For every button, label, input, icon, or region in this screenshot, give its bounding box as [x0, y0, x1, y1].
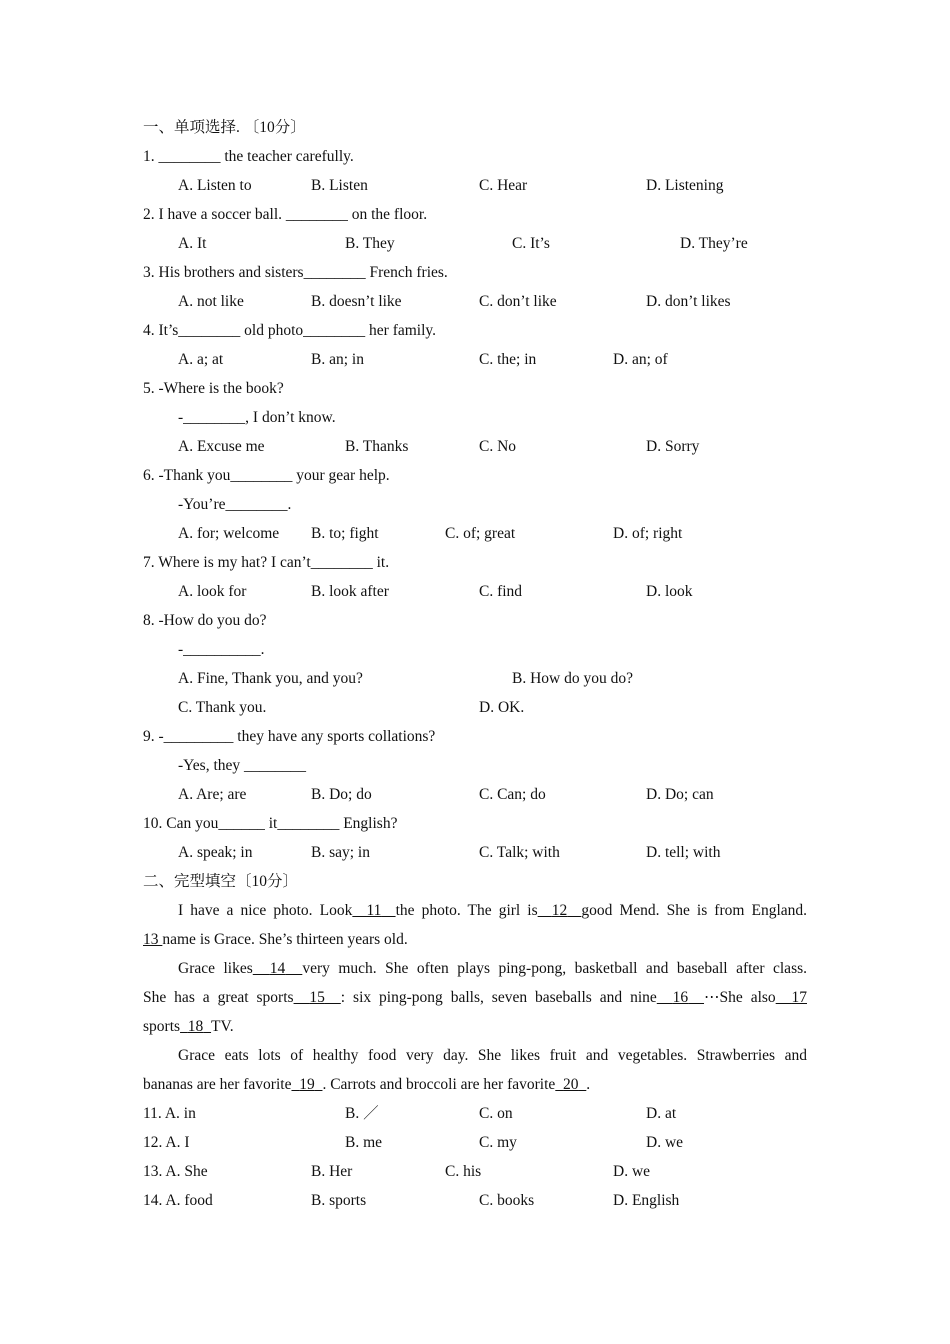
option-b: B. me	[345, 1134, 383, 1151]
option-a: A. look for	[178, 583, 247, 600]
question-6-stem: 6. -Thank you________ your gear help.	[143, 467, 390, 484]
question-9-options	[143, 780, 807, 809]
option-a: A. Fine, Thank you, and you?	[178, 670, 363, 687]
passage-text: I have a nice photo. Look	[178, 902, 353, 919]
option-a: A. Listen to	[178, 177, 252, 194]
question-10-options	[143, 838, 807, 867]
option-c: C. Talk; with	[479, 844, 560, 861]
blank-15: 15	[309, 989, 325, 1006]
question-4-stem: 4. It’s________ old photo________ her family.	[143, 322, 437, 339]
passage-text: . Carrots and broccoli are her favorite	[322, 1076, 556, 1093]
option-a: 13. A. She	[143, 1163, 208, 1180]
option-b: B. Her	[311, 1163, 353, 1180]
option-d: D. Sorry	[646, 438, 700, 455]
option-b: B. Listen	[311, 177, 368, 194]
question-2-stem: 2. I have a soccer ball. ________ on the floor.	[143, 206, 428, 223]
option-c: C. It’s	[512, 235, 550, 252]
blank-11: 11	[366, 902, 382, 919]
question-9-stem: 9. -_________ they have any sports collations?	[143, 728, 436, 745]
section1-title: 一、单项选择. 〔10分〕	[143, 119, 306, 136]
blank-17: 17	[791, 989, 807, 1006]
cloze-options-11	[143, 1099, 807, 1128]
question-1-stem: 1. ________ the teacher carefully.	[143, 148, 354, 165]
option-b: B. Do; do	[311, 786, 372, 803]
blank-20: 20	[563, 1076, 579, 1093]
option-d: D. we	[613, 1163, 651, 1180]
passage-text: bananas are her favorite	[143, 1076, 292, 1093]
passage-line-2	[143, 925, 807, 954]
option-d: D. English	[613, 1192, 680, 1209]
option-c: C. the; in	[479, 351, 537, 368]
passage-text: Grace eats lots of healthy food very day. She likes fruit and vegetables. Strawberries and	[178, 1047, 807, 1064]
option-c: C. on	[479, 1105, 513, 1122]
option-d: D. we	[646, 1134, 684, 1151]
option-d: D. look	[646, 583, 693, 600]
option-a: A. not like	[178, 293, 244, 310]
option-d: D. OK.	[479, 699, 525, 716]
option-a: A. a; at	[178, 351, 224, 368]
worksheet-page	[143, 113, 807, 1215]
passage-line-5	[143, 1012, 807, 1041]
passage-text: : six ping-pong balls, seven baseballs and nine	[340, 989, 657, 1006]
option-c: C. don’t like	[479, 293, 557, 310]
question-5-stem: 5. -Where is the book?	[143, 380, 284, 397]
question-5-response: -________, I don’t know.	[178, 409, 336, 426]
option-d: D. of; right	[613, 525, 683, 542]
passage-line-1	[143, 896, 807, 925]
passage-text: ⋯She also	[704, 989, 776, 1006]
option-b: B. look after	[311, 583, 389, 600]
option-b: B. to; fight	[311, 525, 379, 542]
passage-text: very much. She often plays ping-pong, basketball and baseball after class.	[302, 960, 807, 977]
option-d: D. Listening	[646, 177, 724, 194]
question-10-stem: 10. Can you______ it________ English?	[143, 815, 398, 832]
passage-text: Grace likes	[178, 960, 253, 977]
option-c: C. of; great	[445, 525, 516, 542]
question-1-options	[143, 171, 807, 200]
option-c: C. Thank you.	[178, 699, 267, 716]
section2-title: 二、完型填空〔10分〕	[143, 873, 299, 890]
passage-text: She has a great sports	[143, 989, 294, 1006]
cloze-options-14	[143, 1186, 807, 1215]
question-6-options	[143, 519, 807, 548]
passage-text: TV.	[211, 1018, 234, 1035]
question-3-stem: 3. His brothers and sisters________ French fries.	[143, 264, 448, 281]
cloze-options-12	[143, 1128, 807, 1157]
option-d: D. Do; can	[646, 786, 714, 803]
option-a: 14. A. food	[143, 1192, 213, 1209]
question-8-options-row2	[143, 693, 807, 722]
option-a: A. Excuse me	[178, 438, 265, 455]
question-5-options	[143, 432, 807, 461]
option-c: C. books	[479, 1192, 535, 1209]
question-4-options	[143, 345, 807, 374]
option-d: D. They’re	[680, 235, 748, 252]
blank-16: 16	[672, 989, 689, 1006]
passage-line-4	[143, 983, 807, 1012]
option-b: B. sports	[311, 1192, 367, 1209]
question-2-options	[143, 229, 807, 258]
option-d: D. an; of	[613, 351, 668, 368]
option-c: C. Can; do	[479, 786, 546, 803]
option-a: 11. A. in	[143, 1105, 196, 1122]
option-b: B. How do you do?	[512, 670, 633, 687]
cloze-options-13	[143, 1157, 807, 1186]
blank-13: 13	[143, 931, 159, 948]
blank-19: 19	[299, 1076, 315, 1093]
blank-14: 14	[269, 960, 286, 977]
passage-text: the photo. The girl is	[395, 902, 538, 919]
passage-text: .	[586, 1076, 591, 1093]
blank-12: 12	[551, 902, 568, 919]
option-c: C. find	[479, 583, 523, 600]
option-c: C. Hear	[479, 177, 528, 194]
question-6-response: -You’re________.	[178, 496, 292, 513]
option-c: C. No	[479, 438, 517, 455]
question-8-stem: 8. -How do you do?	[143, 612, 267, 629]
question-7-stem: 7. Where is my hat? I can’t________ it.	[143, 554, 390, 571]
option-b: B. doesn’t like	[311, 293, 402, 310]
question-7-options	[143, 577, 807, 606]
option-a: 12. A. I	[143, 1134, 190, 1151]
option-d: D. don’t likes	[646, 293, 731, 310]
option-b: B. say; in	[311, 844, 370, 861]
option-d: D. at	[646, 1105, 677, 1122]
option-c: C. my	[479, 1134, 517, 1151]
question-8-response: -__________.	[178, 641, 265, 658]
option-a: A. for; welcome	[178, 525, 280, 542]
option-c: C. his	[445, 1163, 482, 1180]
question-3-options	[143, 287, 807, 316]
passage-text: good Mend. She is from England.	[581, 902, 807, 919]
option-b: B. They	[345, 235, 395, 252]
passage-line-3	[143, 954, 807, 983]
option-b: B. Thanks	[345, 438, 409, 455]
question-9-response: -Yes, they ________	[178, 757, 307, 774]
option-a: A. It	[178, 235, 207, 252]
option-a: A. speak; in	[178, 844, 253, 861]
passage-line-6	[143, 1041, 807, 1070]
option-b: B. an; in	[311, 351, 364, 368]
option-a: A. Are; are	[178, 786, 247, 803]
passage-text: sports	[143, 1018, 181, 1035]
blank-18: 18	[187, 1018, 204, 1035]
question-8-options-row1	[143, 664, 807, 693]
passage-text: name is Grace. She’s thirteen years old.	[162, 931, 408, 948]
option-b: B. ／	[345, 1105, 379, 1122]
passage-line-7	[143, 1070, 807, 1099]
option-d: D. tell; with	[646, 844, 721, 861]
